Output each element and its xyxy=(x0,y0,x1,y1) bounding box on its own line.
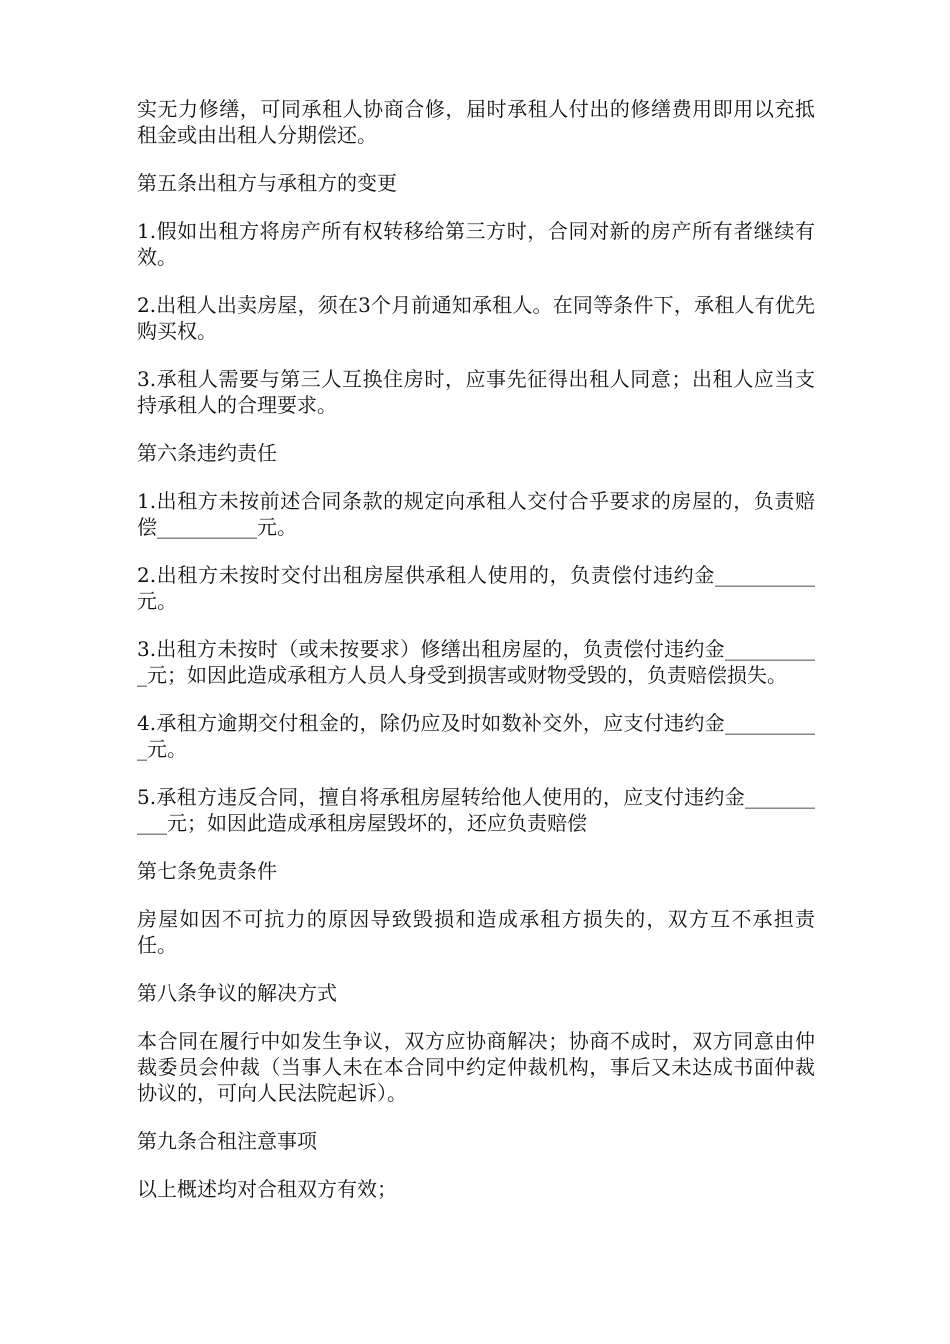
clause-6-5: 5.承租方违反合同，擅自将承租房屋转给他人使用的，应支付违约金__________元；如因此造成承租房屋毁坏的，还应负责赔偿 xyxy=(137,785,815,835)
clause-5-2: 2.出租人出卖房屋，须在3个月前通知承租人。在同等条件下，承租人有优先购买权。 xyxy=(137,293,815,343)
section-heading-6: 第六条违约责任 xyxy=(137,441,277,465)
section-heading-5: 第五条出租方与承租方的变更 xyxy=(137,171,397,195)
section-heading-7: 第七条免责条件 xyxy=(137,859,277,883)
clause-8-body: 本合同在履行中如发生争议，双方应协商解决；协商不成时，双方同意由仲裁委员会仲裁（当事人未在本合同中约定仲裁机构，事后又未达成书面仲裁协议的，可向人民法院起诉）。 xyxy=(137,1029,815,1105)
document-page xyxy=(137,96,815,1224)
clause-6-3: 3.出租方未按时（或未按要求）修缮出租房屋的，负责偿付违约金__________元；如因此造成承租方人员人身受到损害或财物受毁的，负责赔偿损失。 xyxy=(137,637,815,687)
section-heading-9: 第九条合租注意事项 xyxy=(137,1129,317,1153)
clause-5-1: 1.假如出租方将房产所有权转移给第三方时，合同对新的房产所有者继续有效。 xyxy=(137,219,815,269)
paragraph-repair-cost: 实无力修缮，可同承租人协商合修，届时承租人付出的修缮费用即用以充抵租金或由出租人分期偿还。 xyxy=(137,97,815,147)
clause-6-2: 2.出租方未按时交付出租房屋供承租人使用的，负责偿付违约金__________元。 xyxy=(137,563,815,613)
section-heading-8: 第八条争议的解决方式 xyxy=(137,981,337,1005)
clause-9-body: 以上概述均对合租双方有效； xyxy=(137,1177,397,1201)
clause-6-4: 4.承租方逾期交付租金的，除仍应及时如数补交外，应支付违约金__________元。 xyxy=(137,711,815,761)
clause-5-3: 3.承租人需要与第三人互换住房时，应事先征得出租人同意；出租人应当支持承租人的合理要求。 xyxy=(137,367,815,417)
clause-7-body: 房屋如因不可抗力的原因导致毁损和造成承租方损失的，双方互不承担责任。 xyxy=(137,907,815,957)
clause-6-1: 1.出租方未按前述合同条款的规定向承租人交付合乎要求的房屋的，负责赔偿__________元。 xyxy=(137,489,815,539)
